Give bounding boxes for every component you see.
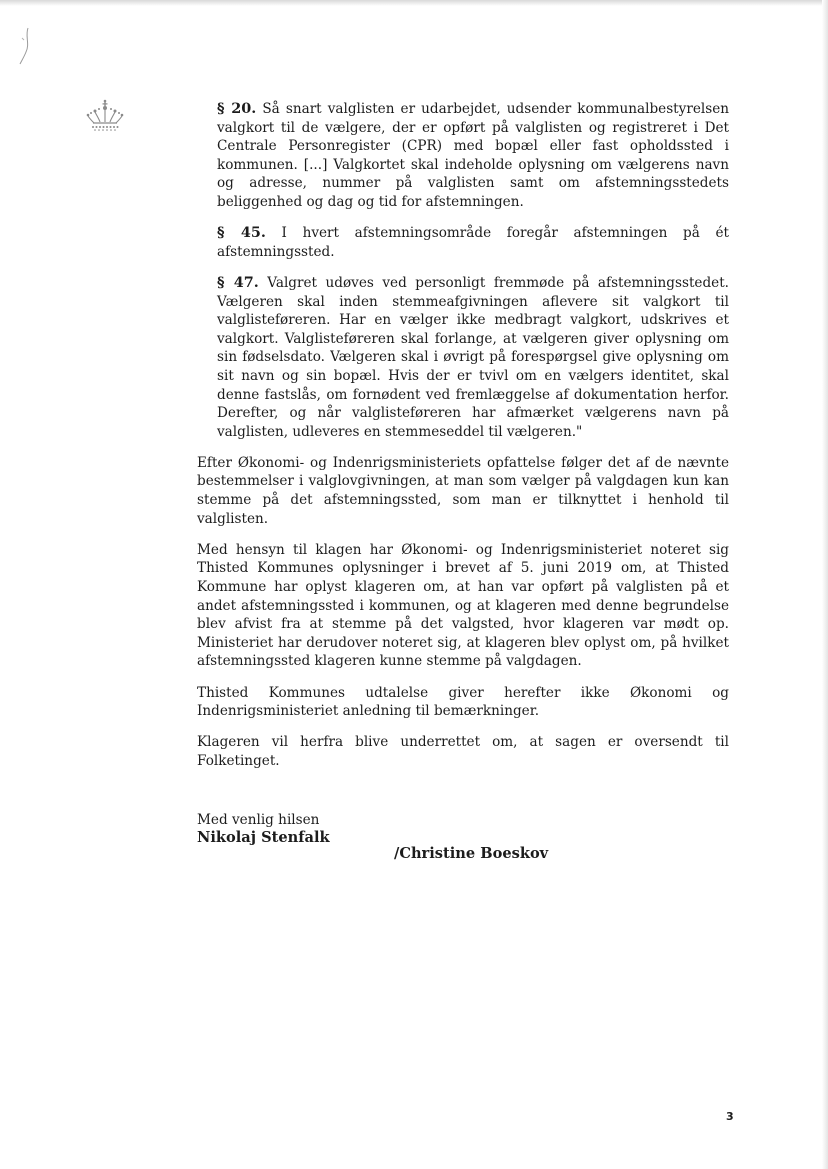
- quoted-paragraph-section-45: [217, 224, 729, 261]
- letter-body: [197, 100, 729, 866]
- section-number: § 45.: [217, 224, 266, 242]
- sender-name: Nikolaj Stenfalk: [197, 829, 330, 847]
- cosigner-name: /Christine Boeskov: [394, 844, 549, 862]
- section-text: I hvert afstemningsområde foregår afstemningen på ét afstemningssted.: [217, 225, 729, 260]
- closing-greeting: Med venlig hilsen: [197, 811, 320, 828]
- section-text: Så snart valglisten er udarbejdet, udsender kommunalbestyrelsen valgkort til de vælgere, der er opført på valglisten og registreret i Det Centrale Personregister (CPR) med bopæl eller fast opholdssted i kommunen. [...] Valgkortet skal indeholde oplysning om vælgerens navn og adresse, nummer på valglisten samt om afstemningsstedets beliggenhed og dag og tid for afstemningen.: [217, 101, 729, 210]
- section-text: Valgret udøves ved personligt fremmøde på afstemningsstedet. Vælgeren skal inden stemmeafgivningen aflevere sit valgkort til valglisteføreren. Har en vælger ikke medbragt valgkort, udskrives et valgkort. Valglisteføreren skal forlange, at vælgeren giver oplysning om sin fødselsdato. Vælgeren skal i øvrigt på forespørgsel give oplysning om sit navn og sin bopæl. Hvis der er tvivl om en vælgers identitet, skal denne fastslås, om fornødent ved fremlæggelse af dokumentation herfor. Derefter, og når valglisteføreren har afmærket vælgerens navn på valglisten, udleveres en stemmeseddel til vælgeren.": [217, 274, 729, 440]
- royal-crown-emblem-icon: [84, 99, 126, 133]
- quoted-paragraph-section-20: [217, 100, 729, 212]
- body-paragraph-ministry-opinion: Efter Økonomi- og Indenrigsministeriets opfattelse følger det af de nævnte bestemmelser i valglovgivningen, at man som vælger på valgdagen kun kan stemme på det afstemningssted, som man er tilknyttet i henhold til valglisten.: [197, 454, 729, 527]
- closing-block: [197, 811, 729, 867]
- section-number: § 20.: [217, 100, 257, 117]
- body-paragraph-conclusion: Thisted Kommunes udtalelse giver herefter ikke Økonomi og Indenrigsministeriet anledning til bemærkninger.: [197, 684, 729, 720]
- quoted-paragraph-section-47: [217, 274, 729, 441]
- body-paragraph-notification: Klageren vil herfra blive underrettet om, at sagen er oversendt til Folketinget.: [197, 734, 729, 769]
- body-paragraph-complaint: Med hensyn til klagen har Økonomi- og Indenrigsministeriet noteret sig Thisted Kommunes oplysninger i brevet af 5. juni 2019 om, at Thisted Kommune har oplyst klageren om, at han var opført på valglisten på et andet afstemningssted i kommunen, og at klageren med denne begrundelse blev afvist fra at stemme på det valgsted, hvor klageren var mødt op. Ministeriet har derudover noteret sig, at klageren blev oplyst om, på hvilket afstemningssted klageren kunne stemme på valgdagen.: [197, 541, 729, 670]
- page-number: 3: [726, 1110, 734, 1123]
- section-number: § 47.: [217, 273, 259, 291]
- scan-mark-icon: [16, 26, 36, 66]
- scan-edge-top: [0, 0, 828, 6]
- scan-edge-right: [822, 0, 828, 1169]
